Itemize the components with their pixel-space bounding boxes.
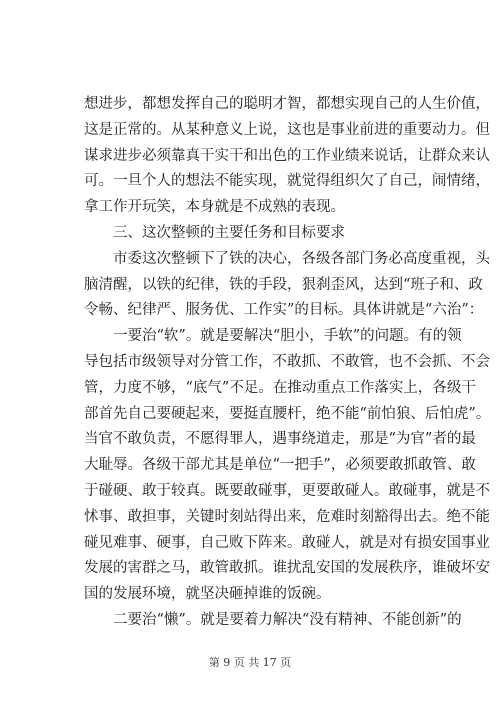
text-line: 想进步，都想发挥自己的聪明才智，都想实现自己的人生价值， [84, 96, 490, 112]
text-line: 部首先自己要硬起来，要挺直腰杆，绝不能“前怕狼、后怕虎”。 [84, 405, 491, 422]
text-line: 脑清醒，以铁的纪律，铁的手段，狠刹歪风，达到“班子和、政 [84, 276, 483, 293]
text-line: 发展的害群之马，敢管敢抓。谁扰乱安国的发展秩序，谁破坏安 [84, 560, 490, 577]
text-line: 这是正常的。从某种意义上说，这也是事业前进的重要动力。但 [84, 121, 490, 138]
text-line: 国的发展环境，就坚决砸掉谁的饭碗。 [84, 586, 331, 603]
text-line: 谋求进步必须靠真干实干和出色的工作业绩来说话，让群众来认 [84, 147, 490, 164]
text-line: 二要治“懒”。就是要着力解决“没有精神、不能创新”的 [113, 611, 462, 628]
text-line: 当官不敢负责，不愿得罪人，遇事绕道走，那是“为官”者的最 [84, 431, 476, 448]
text-line: 拿工作开玩笑，本身就是不成熟的表现。 [84, 199, 345, 216]
text-line: 管，力度不够，“底气”不足。在推动重点工作落实上，各级干 [84, 379, 476, 396]
text-line: 市委这次整顿下了铁的决心，各级各部门务必高度重视，头 [113, 250, 490, 267]
text-line: 于碰硬、敢于较真。既要敢碰事，更要敢碰人。敢碰事，就是不 [84, 482, 490, 499]
text-line: 怵事、敢担事，关键时刻站得出来，危难时刻豁得出去。绝不能 [84, 508, 490, 525]
body-text [84, 92, 491, 634]
text-line: 可。一旦个人的想法不能实现，就觉得组织欠了自己，闹情绪， [84, 173, 490, 190]
text-line: 三、这次整顿的主要任务和目标要求 [113, 224, 345, 241]
text-line: 碰见难事、硬事，自己败下阵来。敢碰人，就是对有损安国事业 [84, 534, 490, 551]
text-line: 一要治“软”。就是要解决“胆小，手软”的问题。有的领 [113, 328, 462, 345]
text-line: 令畅、纪律严、服务优、工作实”的目标。具体讲就是“六治”： [84, 302, 484, 319]
text-line: 导包括市级领导对分管工作，不敢抓、不敢管，也不会抓、不会 [84, 353, 490, 370]
page-footer: 第 9 页 共 17 页 [208, 656, 292, 669]
text-line: 大耻辱。各级干部尤其是单位“一把手”，必须要敢抓敢管、敢 [84, 457, 476, 474]
